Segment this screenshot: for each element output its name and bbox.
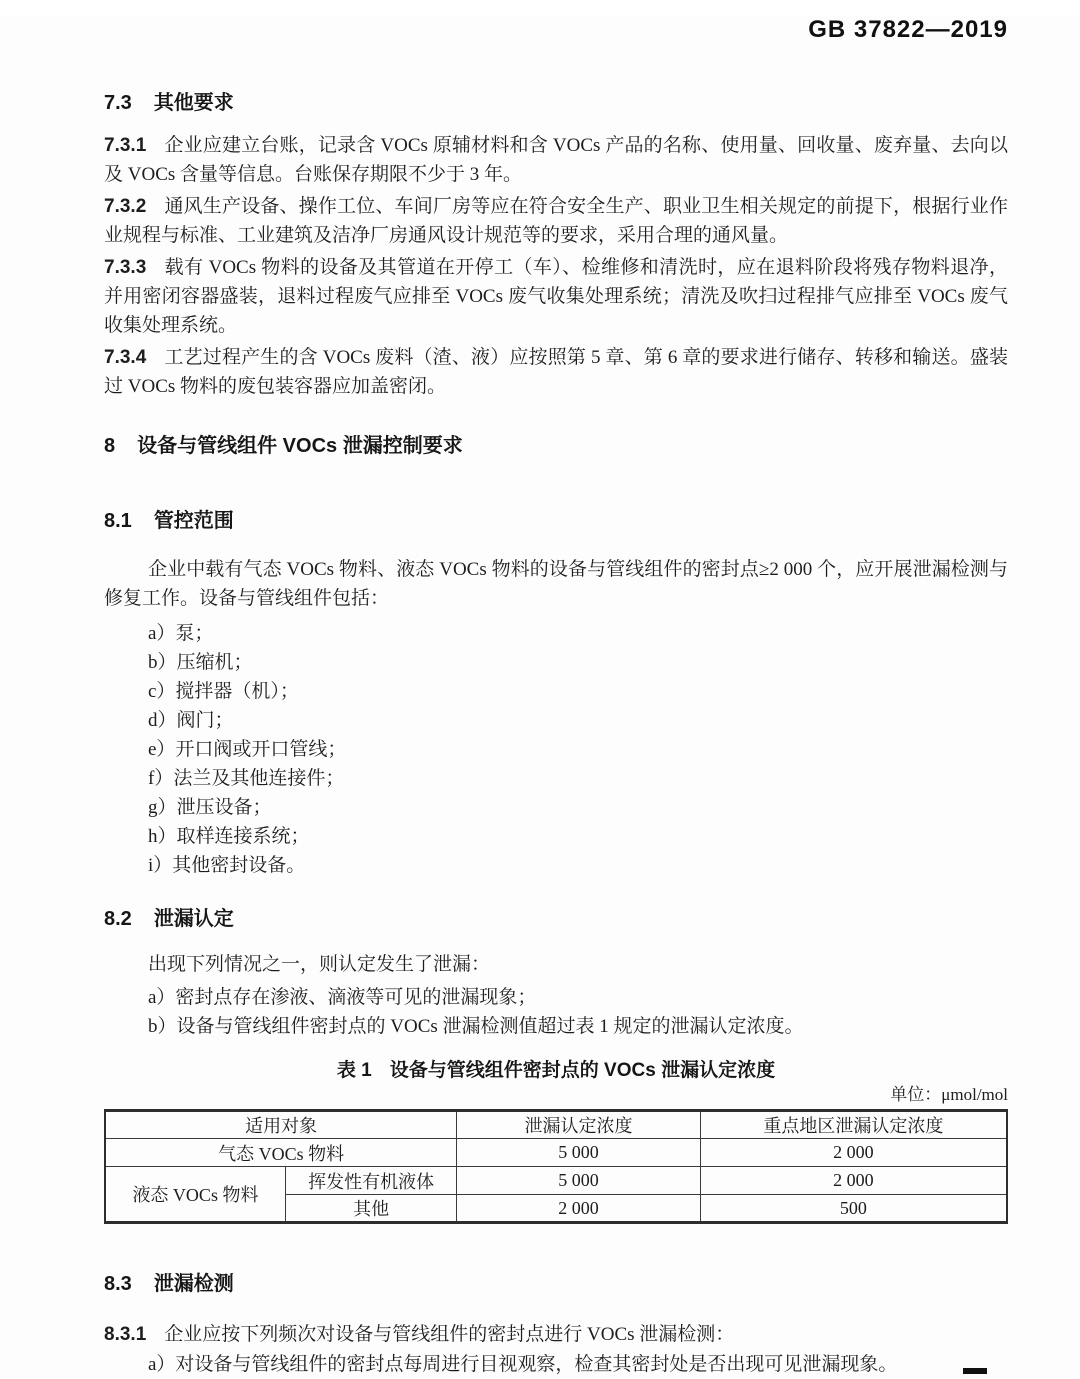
table-unit-label: 单位：μmol/mol (890, 1085, 1008, 1104)
cell-gas-leak: 5 000 (457, 1139, 701, 1167)
page-content (0, 16, 1080, 1379)
cell-gas-key-leak: 2 000 (700, 1139, 1007, 1167)
section-number: 8.1 (104, 510, 132, 532)
list-item: b）压缩机； (148, 652, 253, 673)
table-header-row (105, 1111, 1007, 1139)
clause-number: 7.3.3 (104, 257, 147, 278)
table-title-text: 设备与管线组件密封点的 VOCs 泄漏认定浓度 (389, 1060, 776, 1081)
section-7-3-heading (104, 86, 1008, 115)
section-number: 8 (104, 435, 116, 457)
section-number: 8.3 (104, 1273, 132, 1295)
clause-7-3-4 (104, 343, 1008, 401)
table-number: 表 1 (336, 1060, 372, 1081)
clause-number: 7.3.1 (104, 135, 147, 156)
section-title: 泄漏检测 (153, 1273, 234, 1295)
cell-gas-object: 气态 VOCs 物料 (105, 1139, 457, 1167)
section-number: 7.3 (104, 92, 132, 114)
section-title: 设备与管线组件 VOCs 泄漏控制要求 (137, 435, 463, 457)
cell-voc-liquid-key-leak: 2 000 (700, 1167, 1007, 1195)
clause-number: 7.3.2 (104, 196, 147, 217)
doc-number: GB 37822—2019 (808, 16, 1008, 43)
section-8-heading (104, 429, 1008, 458)
clause-text: 工艺过程产生的含 VOCs 废料（渣、液）应按照第 5 章、第 6 章的要求进行储存、转移和输送。盛装过 VOCs 物料的废包装容器应加盖密闭。 (104, 347, 1008, 397)
section-title: 泄漏认定 (153, 908, 234, 930)
clause-7-3-2 (104, 192, 1008, 250)
table-row-voc-liquid (105, 1167, 1007, 1195)
list-item: c）搅拌器（机）； (148, 681, 299, 702)
list-item: g）泄压设备； (148, 797, 272, 818)
list-item: a）密封点存在渗液、滴液等可见的泄漏现象； (148, 987, 537, 1008)
clause-text: 载有 VOCs 物料的设备及其管道在开停工（车）、检维修和清洗时，应在退料阶段将残存物料退净，并用密闭容器盛装，退料过程废气应排至 VOCs 废气收集处理系统；清洗及吹扫过程排气应排至 VOCs 废气收集处理系统。 (104, 257, 1008, 336)
clause-text: 企业应按下列频次对设备与管线组件的密封点进行 VOCs 泄漏检测： (164, 1324, 735, 1345)
cell-other-leak: 2 000 (457, 1195, 701, 1223)
section-title: 其他要求 (153, 92, 234, 114)
page-number-mark (963, 1368, 987, 1374)
list-item: b）设备与管线组件密封点的 VOCs 泄漏检测值超过表 1 规定的泄漏认定浓度。 (148, 1016, 804, 1037)
cell-other-object: 其他 (285, 1195, 456, 1223)
header-cell-object: 适用对象 (105, 1111, 457, 1139)
section-number: 8.2 (104, 908, 132, 930)
clause-text: 通风生产设备、操作工位、车间厂房等应在符合安全生产、职业卫生相关规定的前提下，根据行业作业规程与标准、工业建筑及洁净厂房通风设计规范等的要求，采用合理的通风量。 (104, 196, 1008, 246)
document-page (0, 16, 1080, 1377)
header-cell-leak: 泄漏认定浓度 (457, 1111, 701, 1139)
cell-voc-liquid-object: 挥发性有机液体 (285, 1167, 456, 1195)
paragraph-8-2: 出现下列情况之一，则认定发生了泄漏： (148, 954, 491, 975)
list-item: f）法兰及其他连接件； (148, 768, 345, 789)
list-item: a）对设备与管线组件的密封点每周进行目视观察，检查其密封处是否出现可见泄漏现象。 (148, 1354, 898, 1375)
header-cell-key-leak: 重点地区泄漏认定浓度 (700, 1111, 1007, 1139)
clause-7-3-3 (104, 253, 1008, 340)
clause-8-3-1 (104, 1320, 1008, 1349)
section-8-2-heading (104, 902, 1008, 931)
section-8-1-heading (104, 504, 1008, 533)
clause-number: 7.3.4 (104, 347, 147, 368)
list-item: a）泵； (148, 623, 214, 644)
cell-liquid-group: 液态 VOCs 物料 (105, 1167, 285, 1223)
list-item: e）开口阀或开口管线； (148, 739, 347, 760)
list-item: d）阀门； (148, 710, 234, 731)
list-item: h）取样连接系统； (148, 826, 310, 847)
table-row-gas (105, 1139, 1007, 1167)
clause-text: 企业应建立台账，记录含 VOCs 原辅材料和含 VOCs 产品的名称、使用量、回收量、废弃量、去向以及 VOCs 含量等信息。台账保存期限不少于 3 年。 (104, 135, 1008, 185)
clause-number: 8.3.1 (104, 1324, 147, 1345)
clause-7-3-1 (104, 131, 1008, 189)
section-8-3-heading (104, 1267, 1008, 1296)
cell-other-key-leak: 500 (700, 1195, 1007, 1223)
table-1-title (104, 1055, 1008, 1082)
list-item: i）其他密封设备。 (148, 855, 306, 876)
section-title: 管控范围 (153, 510, 234, 532)
equipment-list (104, 619, 1008, 880)
table-1 (104, 1109, 1008, 1224)
paragraph-8-1: 企业中载有气态 VOCs 物料、液态 VOCs 物料的设备与管线组件的密封点≥2 000 个，应开展泄漏检测与修复工作。设备与管线组件包括： (104, 559, 1008, 609)
cell-voc-liquid-leak: 5 000 (457, 1167, 701, 1195)
